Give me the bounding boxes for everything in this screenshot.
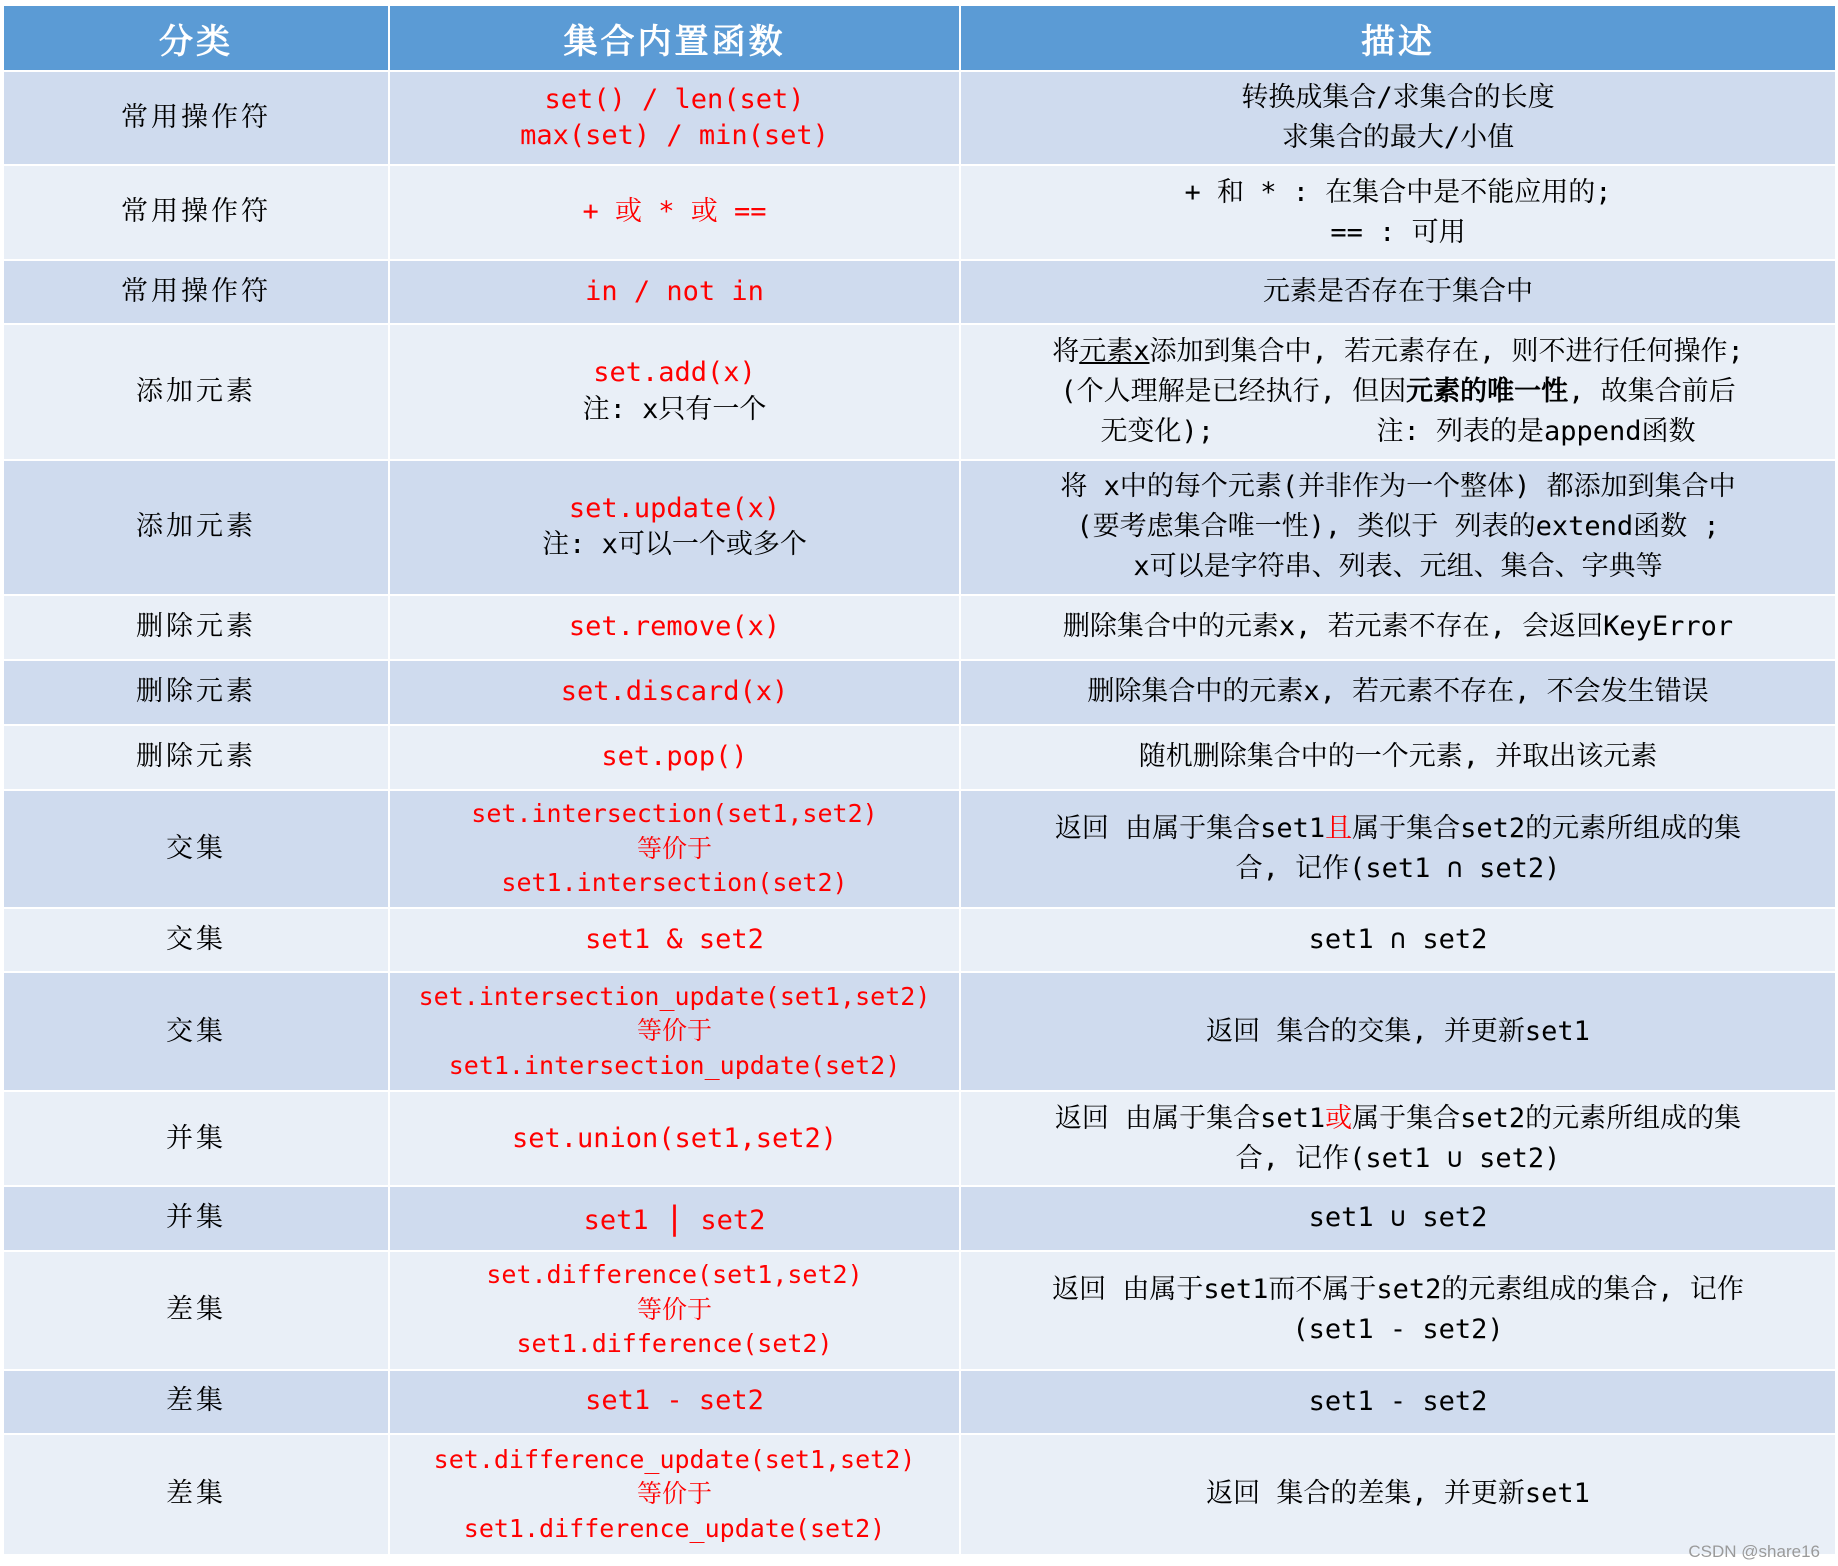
category-cell: 交集 (3, 972, 389, 1091)
description-line: + 和 * : 在集合中是不能应用的; (1184, 176, 1612, 208)
function-line: set1.difference(set2) (516, 1329, 833, 1359)
underlined-text: 元素x (1079, 335, 1150, 367)
function-line: set.add(x) (593, 357, 756, 389)
category-cell: 交集 (3, 790, 389, 908)
function-cell (389, 725, 960, 790)
description-line: (要考虑集合唯一性), 类似于 列表的extend函数 ; (1076, 511, 1720, 543)
table-row (3, 595, 1836, 660)
category-cell: 添加元素 (3, 460, 389, 595)
function-line: set.pop() (601, 741, 748, 773)
category-cell: 并集 (3, 1091, 389, 1186)
description-line: 无变化); 注: 列表的是append函数 (1100, 415, 1696, 447)
text-run: set2 (684, 1204, 766, 1236)
description-line: set1 ∪ set2 (1308, 1202, 1488, 1234)
table-row (3, 725, 1836, 790)
table-row (3, 972, 1836, 1091)
table-row (3, 324, 1836, 459)
function-line: set1 - set2 (585, 1385, 764, 1417)
function-line: set.discard(x) (560, 676, 789, 708)
description-line (967, 372, 1829, 412)
function-line: set.remove(x) (568, 610, 781, 642)
text-run: , 故集合前后 (1568, 375, 1736, 407)
function-cell (389, 972, 960, 1091)
highlight-text: 或 (1325, 1102, 1353, 1134)
function-line: set.intersection(set1,set2) (471, 799, 878, 829)
text-run: (个人理解是已经执行, 但因 (1060, 375, 1407, 407)
description-cell (960, 1370, 1836, 1434)
pipe-operator: | (664, 1198, 685, 1237)
description-cell (960, 908, 1836, 972)
table-row (3, 71, 1836, 165)
description-cell (960, 660, 1836, 725)
text-run: 属于集合set2的元素所组成的集 (1352, 813, 1742, 845)
function-line: set.intersection_update(set1,set2) (418, 981, 931, 1011)
table-row (3, 1186, 1836, 1250)
text-run: set1 (583, 1204, 665, 1236)
function-cell (389, 1370, 960, 1434)
text-run: 属于集合set2的元素所组成的集 (1352, 1102, 1742, 1134)
header-row (3, 5, 1836, 71)
function-line: in / not in (585, 276, 764, 308)
description-line (967, 1099, 1829, 1139)
category-cell: 删除元素 (3, 725, 389, 790)
function-line: set() / len(set) (544, 83, 805, 115)
description-line: 合, 记作(set1 ∪ set2) (1235, 1142, 1561, 1174)
table-row (3, 660, 1836, 725)
description-line: set1 - set2 (1308, 1385, 1488, 1417)
description-cell (960, 1434, 1836, 1555)
function-cell (389, 165, 960, 260)
function-cell (389, 460, 960, 595)
category-cell: 差集 (3, 1370, 389, 1434)
description-cell (960, 725, 1836, 790)
description-line: set1 ∩ set2 (1308, 924, 1488, 956)
function-cell (389, 595, 960, 660)
description-line: 求集合的最大/小值 (1281, 122, 1515, 154)
description-line: 将 x中的每个元素(并非作为一个整体) 都添加到集合中 (1060, 471, 1736, 503)
description-cell (960, 1091, 1836, 1186)
function-line (396, 1197, 953, 1240)
bold-text: 元素的唯一性 (1406, 375, 1569, 407)
table-row (3, 1091, 1836, 1186)
function-note: 注: x可以一个或多个 (542, 529, 807, 561)
category-cell: 删除元素 (3, 595, 389, 660)
text-run: 返回 由属于集合set1 (1054, 1102, 1326, 1134)
description-cell (960, 972, 1836, 1091)
description-line: 返回 由属于set1而不属于set2的元素组成的集合, 记作 (1052, 1274, 1744, 1306)
function-cell (389, 1434, 960, 1555)
function-line: set.difference_update(set1,set2) (433, 1444, 916, 1474)
header-description: 描述 (960, 5, 1836, 71)
description-line: 合, 记作(set1 ∩ set2) (1235, 852, 1561, 884)
header-function: 集合内置函数 (389, 5, 960, 71)
function-cell (389, 1091, 960, 1186)
function-line: set.update(x) (568, 492, 781, 524)
set-functions-table (2, 4, 1837, 1556)
function-line: 等价于 (636, 1294, 712, 1324)
function-line: set1.intersection(set2) (501, 868, 848, 898)
function-line: 等价于 (636, 1016, 712, 1046)
table-row (3, 260, 1836, 324)
description-line (967, 332, 1829, 372)
category-cell: 常用操作符 (3, 71, 389, 165)
description-cell (960, 595, 1836, 660)
description-line (967, 809, 1829, 849)
category-cell: 删除元素 (3, 660, 389, 725)
highlight-text: 且 (1325, 813, 1353, 845)
description-line: 删除集合中的元素x, 若元素不存在, 会返回KeyError (1062, 611, 1734, 643)
function-line: 等价于 (636, 1479, 712, 1509)
text-run: 将 (1052, 335, 1080, 367)
description-line: == : 可用 (1330, 216, 1466, 248)
function-cell (389, 790, 960, 908)
text-run: 返回 由属于集合set1 (1054, 813, 1326, 845)
watermark: CSDN @share16 (1688, 1542, 1820, 1561)
function-line: 等价于 (636, 833, 712, 863)
function-line: set.difference(set1,set2) (486, 1260, 863, 1290)
description-line: 返回 集合的交集, 并更新set1 (1206, 1015, 1590, 1047)
description-cell (960, 790, 1836, 908)
description-cell (960, 324, 1836, 459)
description-line: (set1 - set2) (1292, 1314, 1504, 1346)
category-cell: 交集 (3, 908, 389, 972)
description-cell (960, 460, 1836, 595)
function-cell (389, 260, 960, 324)
table-row (3, 790, 1836, 908)
description-cell (960, 1251, 1836, 1370)
header-category: 分类 (3, 5, 389, 71)
table-row (3, 908, 1836, 972)
description-line: 删除集合中的元素x, 若元素不存在, 不会发生错误 (1087, 676, 1709, 708)
function-cell (389, 660, 960, 725)
category-cell: 差集 (3, 1434, 389, 1555)
description-cell (960, 165, 1836, 260)
function-line: + 或 * 或 == (582, 196, 767, 228)
function-cell (389, 324, 960, 459)
category-cell: 并集 (3, 1186, 389, 1250)
description-cell (960, 260, 1836, 324)
function-line: set1.intersection_update(set2) (448, 1050, 901, 1080)
description-line: 转换成集合/求集合的长度 (1241, 82, 1555, 114)
function-line: set.union(set1,set2) (511, 1122, 838, 1154)
description-cell (960, 71, 1836, 165)
function-line: max(set) / min(set) (520, 120, 829, 152)
description-line: x可以是字符串、列表、元组、集合、字典等 (1133, 551, 1663, 583)
function-line: set1.difference_update(set2) (463, 1513, 886, 1543)
description-line: 随机删除集合中的一个元素, 并取出该元素 (1138, 741, 1658, 773)
category-cell: 添加元素 (3, 324, 389, 459)
text-run: 添加到集合中, 若元素存在, 则不进行任何操作; (1149, 335, 1744, 367)
table-row (3, 1370, 1836, 1434)
table-row (3, 1251, 1836, 1370)
description-cell (960, 1186, 1836, 1250)
function-cell (389, 1186, 960, 1250)
function-note: 注: x只有一个 (582, 393, 767, 425)
category-cell: 常用操作符 (3, 260, 389, 324)
function-cell (389, 908, 960, 972)
category-cell: 差集 (3, 1251, 389, 1370)
table-row (3, 165, 1836, 260)
function-cell (389, 1251, 960, 1370)
description-line: 元素是否存在于集合中 (1263, 276, 1533, 308)
description-line: 返回 集合的差集, 并更新set1 (1206, 1478, 1590, 1510)
table-row (3, 1434, 1836, 1555)
function-cell (389, 71, 960, 165)
function-line: set1 & set2 (585, 923, 764, 955)
table-row (3, 460, 1836, 595)
category-cell: 常用操作符 (3, 165, 389, 260)
